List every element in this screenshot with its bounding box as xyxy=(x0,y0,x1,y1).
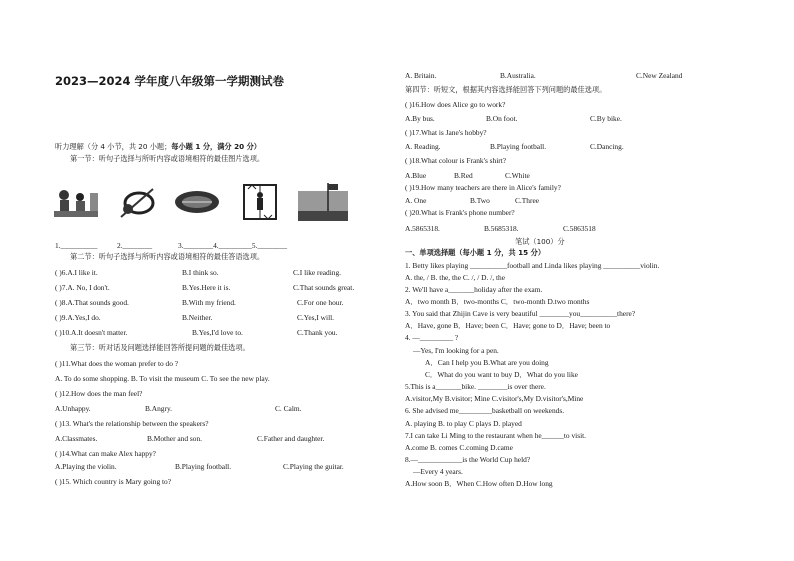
q11-options: A. To do some shopping. B. To visit the museum C. To see the new play. xyxy=(55,374,270,383)
question-17: ( )17.What is Jane's hobby? xyxy=(405,128,487,137)
q19-option-a: A. One xyxy=(405,196,427,205)
mc-line-15: 7.I can take Li Ming to the restaurant when he______to visit. xyxy=(405,431,587,440)
q17-option-c: C.Dancing. xyxy=(590,142,624,151)
q17-option-a: A. Reading. xyxy=(405,142,441,151)
question-15: ( )15. Which country is Mary going to? xyxy=(55,477,172,486)
picture-1-icon xyxy=(52,183,102,221)
picture-3-icon xyxy=(172,183,222,221)
q19-option-c: C.Three xyxy=(515,196,540,205)
q16-option-a: A.By bus. xyxy=(405,114,435,123)
question-14: ( )14.What can make Alex happy? xyxy=(55,449,156,458)
q9-option-b: B.Neither. xyxy=(182,313,213,322)
mc-line-11: 5.This is a_______bike. ________is over there. xyxy=(405,382,546,391)
question-12: ( )12.How does the man feel? xyxy=(55,389,143,398)
page-title: 2023—2024 学年度八年级第一学期测试卷 xyxy=(55,74,285,88)
q16-option-b: B.On foot. xyxy=(486,114,518,123)
question-10: ( )10.A.It doesn't matter. xyxy=(55,328,128,337)
q12-option-c: C. Calm. xyxy=(275,404,302,413)
q6-option-c: C.I like reading. xyxy=(293,268,342,277)
mc-line-8: —Yes, I'm looking for a pen. xyxy=(413,346,499,355)
mc-line-3: 2. We'll have a_______holiday after the exam. xyxy=(405,285,543,294)
mc-line-19: A.How soon B．When C.How often D.How long xyxy=(405,479,553,488)
single-choice-heading: 一、单项选择题（每小题 1 分，共 15 分） xyxy=(405,248,546,257)
listening-header: 听力理解（分 4 小节，共 20 小题；每小题 1 分，满分 20 分） xyxy=(55,142,261,151)
mc-line-14: A. playing B. to play C plays D. played xyxy=(405,419,522,428)
q17-option-b: B.Playing football. xyxy=(490,142,547,151)
q18-option-a: A.Blue xyxy=(405,171,427,180)
q20-option-b: B.5685318. xyxy=(484,224,519,233)
q7-option-c: C.That sounds great. xyxy=(293,283,355,292)
q14-option-c: C.Playing the guitar. xyxy=(283,462,344,471)
picture-blank-3-5: 3.________4._________5.________ xyxy=(178,241,288,250)
question-13: ( )13. What's the relationship between the speakers? xyxy=(55,419,209,428)
question-6: ( )6.A.I like it. xyxy=(55,268,98,277)
picture-5-icon xyxy=(298,183,348,221)
section-3-instruction: 第三节：听对话及问题选择能回答所提问题的最佳选项。 xyxy=(70,343,250,352)
question-7: ( )7.A. No, I don't. xyxy=(55,283,110,292)
q12-option-a: A.Unhappy. xyxy=(55,404,91,413)
question-11: ( )11.What does the woman prefer to do ? xyxy=(55,359,179,368)
mc-line-18: —Every 4 years. xyxy=(413,467,463,476)
q15-option-c: C.New Zealand xyxy=(636,71,683,80)
q10-option-b: B.Yes,I'd love to. xyxy=(192,328,243,337)
q20-option-a: A.5865318. xyxy=(405,224,440,233)
mc-line-10: C．What do you want to buy D．What do you like xyxy=(425,370,578,379)
q13-option-a: A.Classmates. xyxy=(55,434,98,443)
picture-blank-2: 2.________ xyxy=(117,241,153,250)
mc-line-12: A.visitor,My B.visitor; Mine C.visitor's,My D.visitor's,Mine xyxy=(405,394,584,403)
q20-option-c: C.5863518 xyxy=(563,224,596,233)
mc-line-16: A.come B. comes C.coming D.came xyxy=(405,443,513,452)
picture-4-icon xyxy=(240,183,280,221)
q13-option-c: C.Father and daughter. xyxy=(257,434,325,443)
q8-option-b: B.With my friend. xyxy=(182,298,236,307)
question-16: ( )16.How does Alice go to work? xyxy=(405,100,506,109)
question-20: ( )20.What is Frank's phone number? xyxy=(405,208,515,217)
question-18: ( )18.What colour is Frank's shirt? xyxy=(405,156,507,165)
mc-line-5: 3. You said that Zhijin Cave is very beautiful ________you__________there? xyxy=(405,309,636,318)
q15-option-a: A. Britain. xyxy=(405,71,437,80)
mc-line-13: 6. She advised me_________basketball on weekends. xyxy=(405,406,565,415)
mc-line-6: A．Have, gone B．Have; been C．Have; gone to D．Have; been to xyxy=(405,321,611,330)
section-4-instruction: 第四节：听短文，根据其内容选择能回答下列问题的最佳选项。 xyxy=(405,85,607,94)
q18-option-c: C.White xyxy=(505,171,530,180)
mc-line-4: A．two month B．two-months C．two-month D.two months xyxy=(405,297,590,306)
question-9: ( )9.A.Yes,I do. xyxy=(55,313,101,322)
q10-option-c: C.Thank you. xyxy=(297,328,338,337)
section-1-instruction: 第一节：听句子选择与所听内容或语境相符的最佳图片选项。 xyxy=(70,154,265,163)
q13-option-b: B.Mother and son. xyxy=(147,434,203,443)
mc-line-1: 1. Betty likes playing __________football and Linda likes playing __________violin. xyxy=(405,261,660,270)
mc-line-17: 8.—____________is the World Cup held? xyxy=(405,455,531,464)
q19-option-b: B.Two xyxy=(470,196,490,205)
q12-option-b: B.Angry. xyxy=(145,404,173,413)
q18-option-b: B.Red xyxy=(454,171,473,180)
q7-option-b: B.Yes.Here it is. xyxy=(182,283,231,292)
mc-line-9: A．Can I help you B.What are you doing xyxy=(425,358,549,367)
picture-blank-1: 1.__________ xyxy=(55,241,98,250)
question-8: ( )8.A.That sounds good. xyxy=(55,298,129,307)
q9-option-c: C.Yes,I will. xyxy=(297,313,335,322)
mc-line-7: 4. —_________ ? xyxy=(405,333,459,342)
q8-option-c: C.For one hour. xyxy=(297,298,344,307)
q15-option-b: B.Australia. xyxy=(500,71,536,80)
q14-option-a: A.Playing the violin. xyxy=(55,462,117,471)
q6-option-b: B.I think so. xyxy=(182,268,219,277)
question-19: ( )19.How many teachers are there in Alice's family? xyxy=(405,183,561,192)
q16-option-c: C.By bike. xyxy=(590,114,622,123)
section-2-instruction: 第二节：听句子选择与所听内容或语境相符的最佳答语选项。 xyxy=(70,252,265,261)
mc-line-2: A. the, / B. the, the C. /, / D. /, the xyxy=(405,273,505,282)
q14-option-b: B.Playing football. xyxy=(175,462,232,471)
picture-2-icon xyxy=(113,183,161,221)
written-section-title: 笔试（100）分 xyxy=(515,237,565,246)
